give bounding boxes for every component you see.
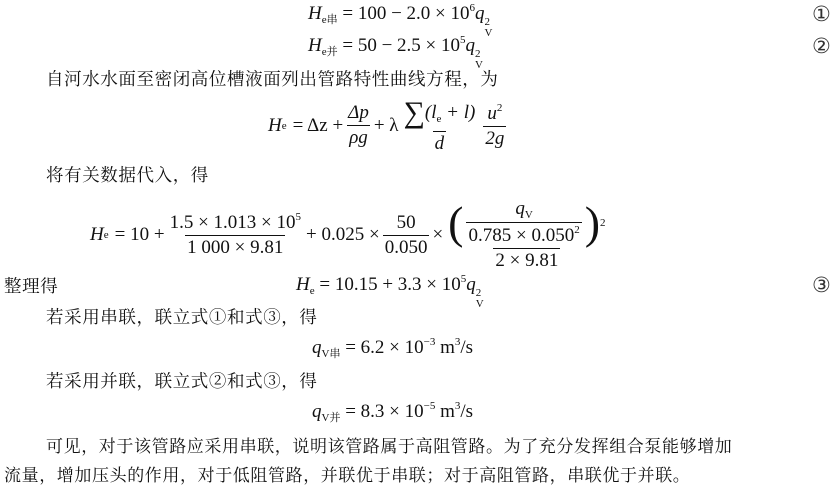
equation-friction-value: + 0.025 × [306, 224, 380, 245]
flow-unit-power: 3 [454, 336, 461, 348]
flow-subscript: V并 [321, 412, 341, 424]
right-paren: ) [584, 196, 601, 248]
flow-symbol: q [312, 337, 322, 358]
equation-rhs-lead: = Δz + [292, 114, 344, 136]
fraction-numerator-subscript: e [436, 113, 442, 125]
parallel-flow-result [312, 400, 473, 425]
equation-symbol: H [308, 35, 322, 56]
paren-exponent: 2 [600, 216, 606, 229]
flow-unit: m [435, 401, 455, 422]
parallel-intro: 若采用并联，联立式②和式③，得 [46, 372, 318, 392]
fraction-length-term [402, 96, 478, 155]
equation-rhs: = 100 − 2.0 × 10 [342, 3, 470, 24]
flow-exponent: −3 [423, 336, 436, 348]
equation-flow-power: 2 [475, 48, 481, 60]
equation-flow-symbol: q [465, 35, 476, 56]
equation-marker-1: ① [812, 2, 831, 26]
equation-exponent: 6 [469, 2, 476, 14]
equation-rhs: = 50 − 2.5 × 10 [342, 35, 461, 56]
equation-flow-symbol: q [475, 3, 485, 24]
equation-pipe-characteristic [268, 96, 509, 155]
flow-value: = 8.3 × 10 [345, 401, 424, 422]
flow-symbol: q [312, 401, 322, 422]
equation-flow-subscript: V [484, 27, 493, 39]
fraction-numerator: 1.5 × 1.013 × 10 [169, 212, 296, 233]
fraction-length-value [383, 212, 430, 259]
fraction-denominator: 2 × 9.81 [495, 250, 559, 271]
fraction-pressure-value [168, 211, 303, 259]
conclusion-line-1: 可见，对于该管路应采用串联，说明该管路属于高阻管路。为了充分发挥组合泵能够增加 [46, 437, 733, 457]
equation-symbol: H [296, 274, 310, 295]
fraction-numerator: q [515, 198, 525, 219]
arrange-label: 整理得 [4, 277, 59, 297]
equation-subscript: e串 [321, 14, 338, 26]
equation-subscript: e并 [321, 46, 338, 58]
conclusion-line-2: 流量，增加压头的作用，对于低阻管路，并联优于串联；对于高阻管路，串联优于并联。 [4, 466, 691, 486]
sum-symbol: ∑ [403, 96, 425, 129]
flow-exponent: −5 [423, 400, 436, 412]
flow-unit-power: 3 [454, 400, 461, 412]
equation-exponent: 5 [460, 273, 467, 285]
equation-flow-subscript: V [475, 298, 484, 310]
equation-marker-2: ② [812, 34, 831, 58]
fraction-numerator-exponent: 5 [295, 211, 301, 223]
equation-symbol: H [90, 224, 104, 245]
equation-exponent: 5 [460, 34, 466, 46]
flow-subscript: V串 [321, 348, 341, 360]
fraction-velocity-value [446, 198, 607, 272]
equation-flow-subscript: V [475, 59, 483, 71]
fraction-inner-velocity [466, 198, 581, 247]
equation-pipe-simplified [296, 273, 484, 310]
equation-friction-factor: + λ [373, 114, 399, 136]
fraction-pressure-term [346, 102, 371, 149]
equation-flow-symbol: q [466, 274, 476, 295]
flow-unit: m [435, 337, 455, 358]
fraction-velocity-head [483, 102, 506, 150]
fraction-denominator: ρg [349, 127, 368, 148]
fraction-numerator: (l [424, 102, 437, 123]
flow-value: = 6.2 × 10 [345, 337, 424, 358]
fraction-numerator-tail: + l) [441, 102, 476, 123]
equation-flow-power: 2 [475, 287, 482, 299]
left-paren: ( [448, 196, 464, 248]
fraction-numerator-subscript: V [524, 209, 533, 221]
fraction-denominator: 2g [485, 127, 505, 149]
equation-symbol: H [268, 114, 282, 136]
flow-unit-tail: /s [460, 401, 474, 422]
equation-subscript: e [103, 229, 109, 241]
series-flow-result [312, 336, 473, 361]
fraction-numerator: Δp [348, 102, 369, 123]
equation-substituted [90, 198, 611, 272]
fraction-denominator: 0.785 × 0.050 [468, 225, 575, 246]
series-intro: 若采用串联，联立式①和式③，得 [46, 308, 318, 328]
fraction-numerator: 50 [396, 211, 416, 233]
fraction-numerator: u [487, 102, 497, 124]
equation-marker-3: ③ [812, 273, 831, 297]
pipe-curve-intro: 自河水水面至密闭高位槽液面列出管路特性曲线方程，为 [46, 70, 499, 90]
fraction-numerator-power: 2 [496, 101, 503, 114]
equation-rhs-lead: = 10 + [114, 224, 165, 245]
fraction-denominator: 0.050 [384, 236, 428, 258]
flow-unit-tail: /s [460, 337, 474, 358]
equation-subscript: e [309, 285, 315, 297]
equation-subscript: e [281, 119, 287, 132]
fraction-denominator: d [434, 133, 445, 154]
equation-symbol: H [308, 3, 322, 24]
equation-rhs: = 10.15 + 3.3 × 10 [319, 274, 461, 295]
equation-flow-power: 2 [484, 16, 491, 28]
times-sign: × [432, 224, 444, 245]
fraction-denominator-exponent: 2 [574, 224, 580, 236]
fraction-denominator: 1 000 × 9.81 [187, 237, 284, 258]
substitute-label: 将有关数据代入，得 [46, 166, 209, 186]
